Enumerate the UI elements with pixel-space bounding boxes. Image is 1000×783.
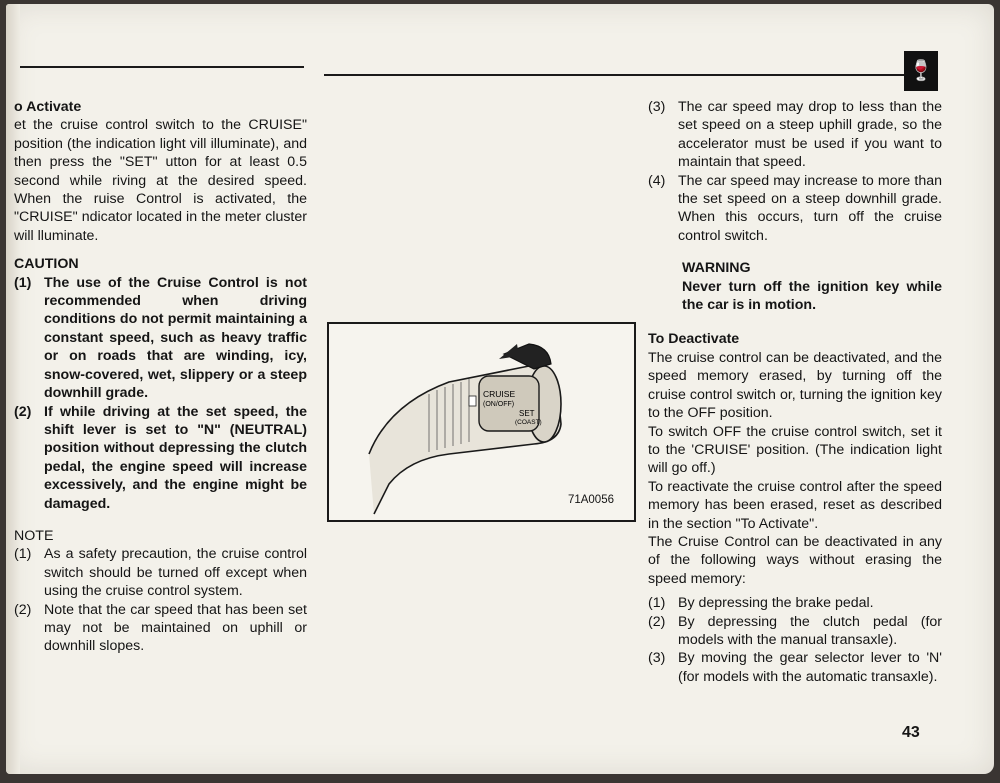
note-heading: NOTE: [14, 527, 54, 544]
speed-note-num: (4): [648, 172, 666, 189]
warning-heading: WARNING: [682, 260, 751, 277]
caution-item-num: (2): [14, 403, 32, 420]
cup-icon: 🍷: [904, 51, 938, 91]
deactivate-paragraph: To switch OFF the cruise control switch, set it to the 'CRUISE' position. (The indication light will go off.): [648, 423, 942, 477]
deactivate-item-num: (2): [648, 613, 666, 630]
caution-item-num: (1): [14, 274, 32, 291]
caution-item-text: The use of the Cruise Control is not recommended when driving conditions do not permit maintaining a constant speed, such as heavy traffic or on roads that are winding, icy, snow-covered, wet, slippery or a steep downhill grade.: [44, 274, 307, 402]
deactivate-paragraph: The Cruise Control can be deactivated in any of the following ways without erasing the speed memory:: [648, 533, 942, 587]
caution-heading: CAUTION: [14, 256, 79, 273]
note-item-text: As a safety precaution, the cruise control switch should be turned off except when using the cruise control system.: [44, 546, 307, 600]
caution-item: [14, 274, 307, 403]
deactivate-item: [648, 613, 942, 650]
header-rule-right: [324, 74, 904, 76]
cruise-switch-illustration: [327, 322, 636, 522]
speed-note-item: [648, 98, 942, 172]
header-rule-left: [20, 66, 304, 68]
manual-page: [6, 4, 994, 774]
deactivate-item-text: By depressing the brake pedal.: [678, 595, 874, 612]
speed-note-text: The car speed may increase to more than the set speed on a steep downhill grade. When this occurs, turn off the cruise control switch.: [678, 172, 942, 244]
cruise-lever-drawing: [329, 324, 634, 520]
caution-item-text: If while driving at the set speed, the shift lever is set to "N" (NEUTRAL) position without depressing the clutch pedal, the engine speed will increase excessively, and the engine might be damaged.: [44, 403, 307, 512]
switch-label-cruise: CRUISE: [483, 389, 516, 399]
deactivate-paragraph: To reactivate the cruise control after the speed memory has been erased, reset as described in the section "To Activate".: [648, 478, 942, 532]
deactivate-item-text: By depressing the clutch pedal (for models with the manual transaxle).: [678, 613, 942, 648]
right-column: [648, 98, 942, 686]
deactivate-paragraph: The cruise control can be deactivated, and the speed memory erased, by turning off the cruise control switch or, turning the ignition key to the OFF position.: [648, 349, 942, 422]
speed-note-text: The car speed may drop to less than the set speed on a steep uphill grade, so the accelerator must be used if you want to maintain that speed.: [678, 99, 942, 171]
deactivate-heading: To Deactivate: [648, 331, 740, 348]
deactivate-list: [648, 594, 942, 686]
note-item: [14, 545, 307, 600]
activate-text: et the cruise control switch to the CRUISE" position (the indication light vill illuminate), and then press the "SET" utton for at least 0.5 second while riving at the desired speed. When the ruise Control is activated, the "CRUISE" ndicator located in the meter cluster will lluminate.: [14, 117, 307, 244]
page-number: 43: [902, 724, 920, 741]
deactivate-item-num: (1): [648, 595, 666, 612]
speed-note-item: [648, 172, 942, 246]
deactivate-item-num: (3): [648, 650, 666, 667]
note-item-num: (2): [14, 601, 32, 618]
note-item-num: (1): [14, 546, 32, 563]
caution-item: [14, 403, 307, 513]
switch-label-onoff: (ON/OFF): [483, 401, 515, 408]
activate-heading: o Activate: [14, 99, 82, 115]
switch-label-set: SET: [519, 409, 535, 418]
deactivate-item: [648, 649, 942, 686]
figure-caption: 71A0056: [567, 494, 614, 506]
deactivate-item-text: By moving the gear selector lever to 'N' (for models with the automatic transaxle).: [678, 650, 942, 685]
speed-note-num: (3): [648, 99, 666, 115]
left-column: [14, 98, 307, 656]
note-item-text: Note that the car speed that has been set may not be maintained on uphill or downhill slopes.: [44, 601, 307, 655]
switch-label-coast: (COAST): [515, 419, 542, 426]
warning-text: Never turn off the ignition key while the car is in motion.: [682, 278, 942, 314]
show-through-text: [336, 96, 626, 206]
note-item: [14, 601, 307, 656]
deactivate-item: [648, 594, 942, 612]
warning-box: [682, 259, 942, 314]
